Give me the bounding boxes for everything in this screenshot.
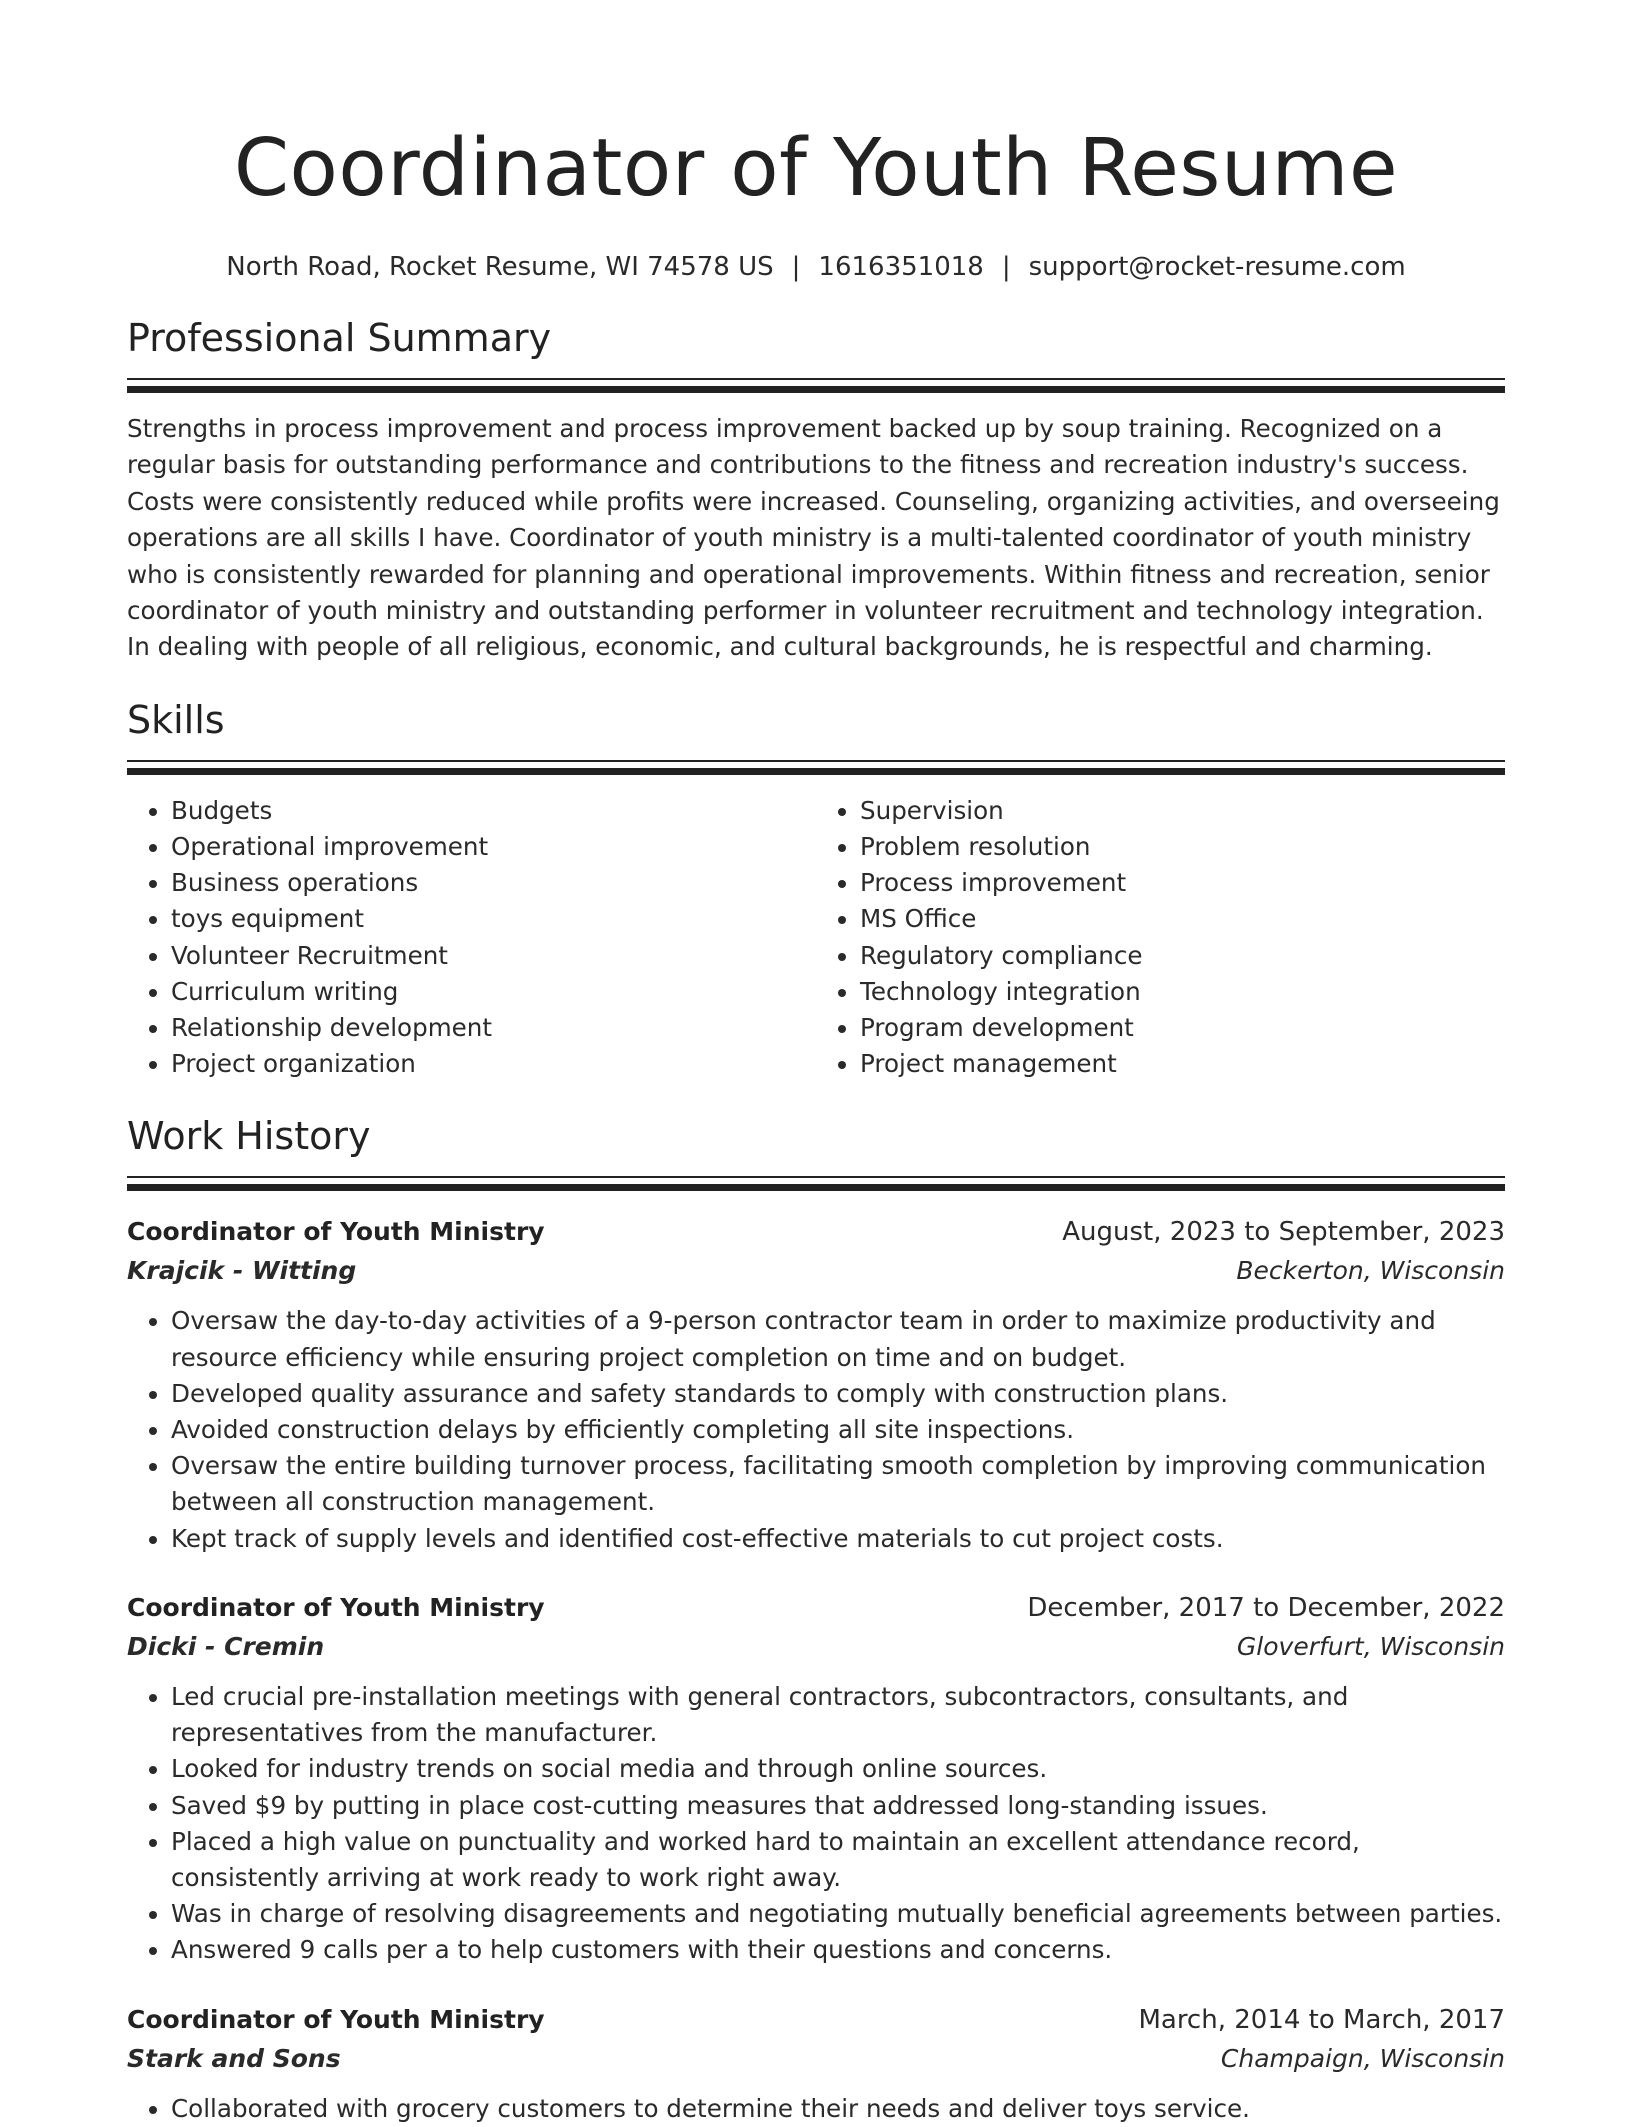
skills-list-right — [816, 793, 1505, 1083]
job-header-row — [127, 1589, 1505, 1627]
skill-item: • Relationship development — [171, 1010, 816, 1046]
skill-item: • Project organization — [171, 1046, 816, 1082]
skill-item: • Business operations — [171, 865, 816, 901]
job-bullet: • Placed a high value on punctuality and worked hard to maintain an excellent attendance record, consistently arriving at work ready to work right away. — [171, 1824, 1505, 1896]
job-bullet: • Kept track of supply levels and identified cost-effective materials to cut project costs. — [171, 1521, 1505, 1557]
summary-text: Strengths in process improvement and process improvement backed up by soup training. Recognized on a regular basis for outstanding performance and contributions to the fitness and recreation industry's success. Costs were consistently reduced while profits were increased. Counseling, organizing activities, and overseeing operations are all skills I have. Coordinator of youth ministry is a multi-talented coordinator of youth ministry who is consistently rewarded for planning and operational improvements. Within fitness and recreation, senior coordinator of youth ministry and outstanding performer in volunteer recruitment and technology integration. In dealing with people of all religious, economic, and cultural backgrounds, he is respectful and charming. — [127, 414, 1500, 662]
skill-item: • Supervision — [860, 793, 1505, 829]
contact-address: North Road, Rocket Resume, WI 74578 US — [226, 252, 774, 282]
job-location: Beckerton, Wisconsin — [1236, 1256, 1505, 1286]
work-history-section — [127, 1112, 1505, 2126]
skill-item: • Problem resolution — [860, 829, 1505, 865]
job-location: Champaign, Wisconsin — [1220, 2043, 1505, 2073]
job-bullet: • Led crucial pre-installation meetings with general contractors, subcontractors, consultants, and representatives from the manufacturer. — [171, 1679, 1505, 1751]
job-dates: March, 2014 to March, 2017 — [1138, 2004, 1505, 2035]
job-bullet: • Developed quality assurance and safety standards to comply with construction plans. — [171, 1376, 1505, 1412]
job-bullets — [127, 1303, 1505, 1556]
contact-separator: | — [791, 252, 801, 282]
skills-columns — [127, 793, 1505, 1083]
skill-item: • Budgets — [171, 793, 816, 829]
job-bullet: • Answered 9 calls per a to help customers with their questions and concerns. — [171, 1932, 1505, 1968]
job-entry — [127, 1589, 1505, 1969]
job-bullet: • Avoided construction delays by efficiently completing all site inspections. — [171, 1412, 1505, 1448]
skill-item: • Regulatory compliance — [860, 938, 1505, 974]
job-bullet: • Collaborated with grocery customers to determine their needs and deliver toys service. — [171, 2091, 1505, 2127]
job-company-row — [127, 1627, 1505, 1667]
skills-heading: Skills — [127, 697, 225, 742]
job-company: Dicki - Cremin — [127, 1631, 325, 1661]
job-dates: August, 2023 to September, 2023 — [1062, 1217, 1505, 1248]
job-title: Coordinator of Youth Ministry — [127, 2004, 545, 2034]
skill-item: • MS Office — [860, 901, 1505, 937]
resume-title: Coordinator of Youth Resume — [233, 122, 1399, 214]
job-company: Krajcik - Witting — [127, 1256, 357, 1286]
contact-email: support@rocket-resume.com — [1028, 252, 1406, 282]
job-entry — [127, 1213, 1505, 1556]
skill-item: • Project management — [860, 1046, 1505, 1082]
skill-item: • Technology integration — [860, 974, 1505, 1010]
job-dates: December, 2017 to December, 2022 — [1027, 1592, 1505, 1623]
job-company: Stark and Sons — [127, 2043, 341, 2073]
job-company-row — [127, 2039, 1505, 2079]
section-divider — [127, 760, 1505, 775]
job-title: Coordinator of Youth Ministry — [127, 1592, 545, 1622]
section-divider — [127, 378, 1505, 393]
skill-item: • toys equipment — [171, 901, 816, 937]
skills-section — [127, 696, 1505, 1083]
job-bullets — [127, 2091, 1505, 2127]
job-header-row — [127, 1213, 1505, 1251]
contact-line — [127, 250, 1505, 284]
contact-phone: 1616351018 — [818, 252, 984, 282]
job-company-row — [127, 1251, 1505, 1291]
work-history-heading: Work History — [127, 1114, 371, 1159]
summary-section — [127, 314, 1505, 666]
job-bullet: • Was in charge of resolving disagreements and negotiating mutually beneficial agreements between parties. — [171, 1896, 1505, 1932]
section-divider — [127, 1176, 1505, 1191]
job-bullet: • Saved $9 by putting in place cost-cutting measures that addressed long-standing issues. — [171, 1788, 1505, 1824]
job-location: Gloverfurt, Wisconsin — [1236, 1631, 1505, 1661]
skill-item: • Operational improvement — [171, 829, 816, 865]
skill-item: • Process improvement — [860, 865, 1505, 901]
job-bullet: • Oversaw the entire building turnover process, facilitating smooth completion by improving communication between all construction management. — [171, 1448, 1505, 1520]
job-title: Coordinator of Youth Ministry — [127, 1217, 545, 1247]
job-header-row — [127, 2001, 1505, 2039]
job-bullet: • Looked for industry trends on social media and through online sources. — [171, 1751, 1505, 1787]
job-entry — [127, 2001, 1505, 2127]
job-bullets — [127, 1679, 1505, 1969]
job-bullet: • Oversaw the day-to-day activities of a 9-person contractor team in order to maximize productivity and resource efficiency while ensuring project completion on time and on budget. — [171, 1303, 1505, 1375]
contact-separator: | — [1001, 252, 1011, 282]
skill-item: • Curriculum writing — [171, 974, 816, 1010]
skill-item: • Volunteer Recruitment — [171, 938, 816, 974]
skills-list-left — [127, 793, 816, 1083]
skill-item: • Program development — [860, 1010, 1505, 1046]
summary-heading: Professional Summary — [127, 316, 552, 360]
